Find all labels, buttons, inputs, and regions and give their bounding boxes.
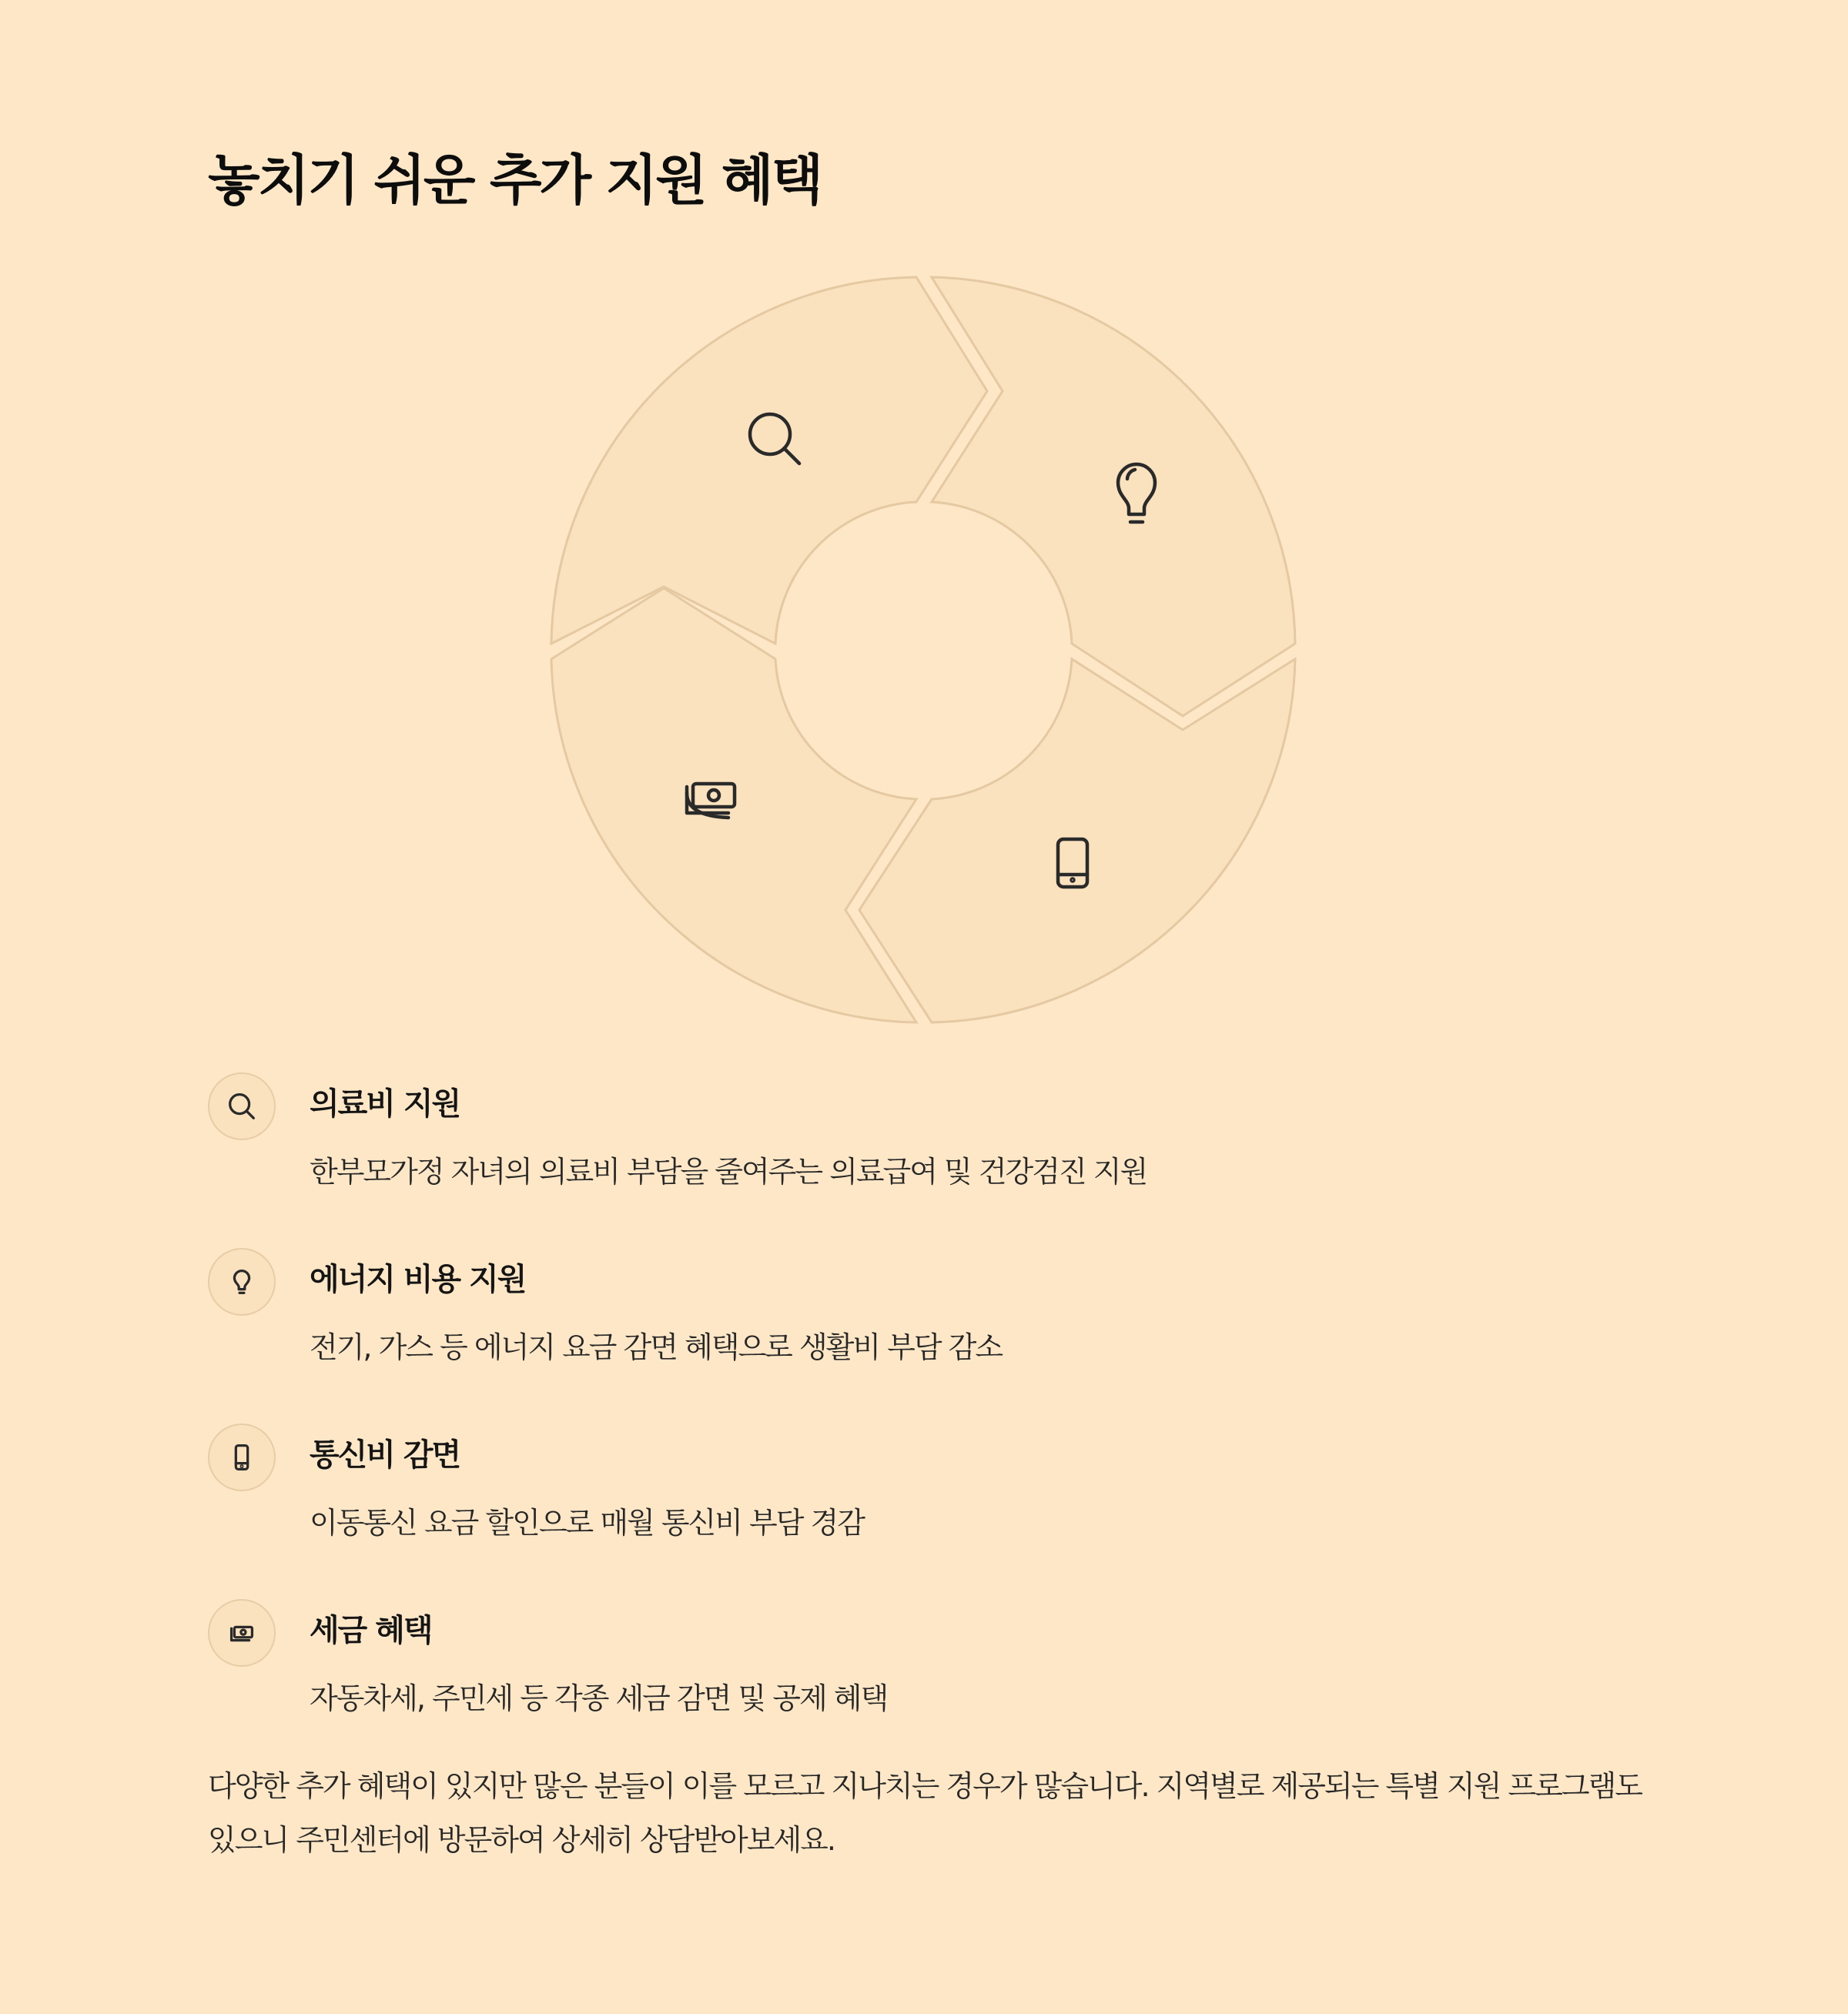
benefit-item-telecom bbox=[208, 1423, 1671, 1598]
benefit-title: 통신비 감면 bbox=[310, 1437, 460, 1473]
page-title: 놓치기 쉬운 추가 지원 혜택 bbox=[208, 149, 822, 212]
cycle-segment-top-left bbox=[551, 277, 987, 644]
benefit-description: 이동통신 요금 할인으로 매월 통신비 부담 경감 bbox=[310, 1506, 864, 1540]
benefit-badge bbox=[208, 1599, 276, 1667]
benefit-description: 한부모가정 자녀의 의료비 부담을 줄여주는 의료급여 및 건강검진 지원 bbox=[310, 1155, 1147, 1189]
benefit-badge bbox=[208, 1424, 276, 1491]
benefit-item-tax bbox=[208, 1598, 1671, 1774]
benefit-item-energy bbox=[208, 1247, 1671, 1423]
benefit-title: 에너지 비용 지원 bbox=[310, 1262, 526, 1297]
smartphone-icon bbox=[224, 1440, 259, 1475]
benefit-title: 의료비 지원 bbox=[310, 1086, 460, 1122]
search-icon bbox=[224, 1089, 259, 1124]
cycle-segment-top-right bbox=[932, 277, 1295, 716]
summary-text: 다양한 추가 혜택이 있지만 많은 분들이 이를 모르고 지나치는 경우가 많습니다. 지역별로 제공되는 특별 지원 프로그램도 있으니 주민센터에 방문하여 상세히 상담받아보세요. bbox=[208, 1769, 1642, 1857]
benefit-title: 세금 혜택 bbox=[310, 1613, 432, 1648]
benefit-description: 자동차세, 주민세 등 각종 세금 감면 및 공제 혜택 bbox=[310, 1681, 888, 1715]
benefit-item-medical bbox=[208, 1072, 1671, 1247]
benefit-badge bbox=[208, 1248, 276, 1316]
benefit-list bbox=[208, 1072, 1671, 1774]
lightbulb-icon bbox=[224, 1264, 259, 1300]
banknotes-icon bbox=[224, 1615, 259, 1651]
benefit-badge bbox=[208, 1072, 276, 1140]
benefit-description: 전기, 가스 등 에너지 요금 감면 혜택으로 생활비 부담 감소 bbox=[310, 1330, 1003, 1364]
